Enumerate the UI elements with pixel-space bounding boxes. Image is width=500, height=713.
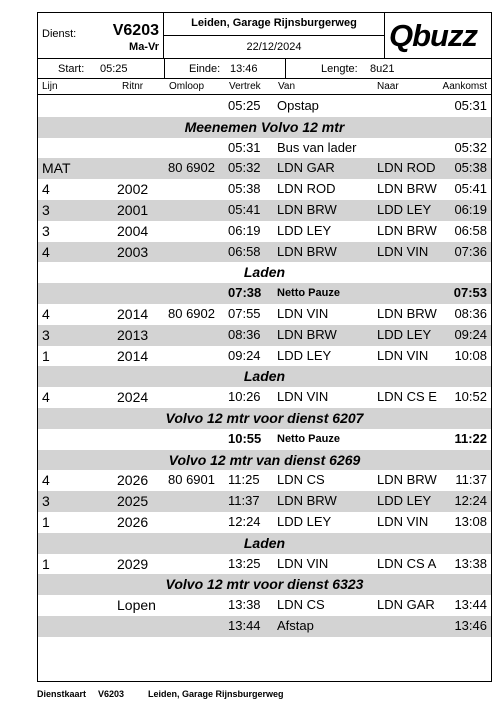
cell-omloop: 80 6902 (168, 160, 215, 176)
table-row (38, 158, 491, 179)
section-heading-row (38, 450, 491, 471)
table-row (38, 595, 491, 616)
cell-lijn: 4 (42, 181, 50, 198)
cell-vertrek: 06:58 (228, 243, 261, 259)
cell-van: Opstap (277, 98, 319, 113)
cell-van: LDN BRW (277, 493, 337, 509)
cell-van: LDN VIN (277, 389, 329, 405)
dienst-cell (38, 13, 164, 59)
table-row (38, 470, 491, 491)
garage-cell (164, 13, 385, 59)
section-heading: Meenemen Volvo 12 mtr (184, 118, 345, 135)
cell-aankomst: 07:53 (453, 285, 487, 301)
pause-row (38, 283, 491, 304)
table-row (38, 179, 491, 200)
cell-ritnr: 2002 (117, 181, 149, 198)
cell-ritnr: Lopen (117, 597, 156, 614)
section-heading: Laden (243, 368, 286, 385)
section-heading: Volvo 12 mtr voor dienst 6207 (165, 409, 364, 426)
cell-ritnr: 2001 (117, 201, 149, 218)
cell-lijn: 1 (42, 555, 50, 572)
cell-naar: LDN BRW (377, 472, 437, 488)
einde-value: 13:46 (230, 63, 258, 75)
cell-ritnr: 2026 (117, 513, 149, 530)
cell-naar: LDN GAR (377, 597, 435, 613)
cell-ritnr: 2026 (117, 472, 149, 489)
lengte-label: Lengte: (321, 63, 358, 75)
cell-lijn: 4 (42, 472, 50, 489)
cell-van: Bus van lader (277, 139, 357, 155)
cell-vertrek: 09:24 (228, 347, 261, 363)
cell-aankomst: 13:46 (454, 617, 487, 633)
cell-vertrek: 05:41 (228, 201, 261, 217)
cell-vertrek: 13:44 (228, 617, 261, 633)
col-aankomst: Aankomst (442, 81, 487, 92)
section-heading: Volvo 12 mtr van dienst 6269 (168, 451, 361, 468)
cell-aankomst: 05:41 (454, 181, 487, 197)
cell-lijn: 4 (42, 243, 50, 260)
section-heading-row (38, 574, 491, 595)
footer-dienst: V6203 (98, 689, 125, 699)
table-row (38, 491, 491, 512)
section-heading: Volvo 12 mtr voor dienst 6323 (165, 576, 364, 593)
shift-info-bar (38, 59, 491, 79)
cell-aankomst: 05:31 (454, 98, 487, 113)
start-label: Start: (58, 63, 85, 75)
cell-aankomst: 09:24 (454, 326, 487, 342)
cell-omloop: 80 6902 (168, 305, 215, 321)
cell-van: LDN CS (277, 472, 325, 488)
cell-naar: LDN BRW (377, 305, 437, 321)
footer-label: Dienstkaart (37, 689, 87, 699)
table-row (38, 138, 491, 159)
garage-name: Leiden, Garage Rijnsburgerweg (191, 17, 357, 29)
cell-aankomst: 08:36 (454, 305, 487, 321)
cell-van: LDD LEY (277, 347, 332, 363)
cell-naar: LDD LEY (377, 326, 432, 342)
cell-naar: LDN VIN (377, 513, 429, 529)
cell-van: LDN VIN (277, 305, 329, 321)
cell-lijn: 4 (42, 305, 50, 322)
schedule-rows (38, 96, 491, 637)
col-naar: Naar (377, 81, 399, 92)
qbuzz-logo: Qbuzz (389, 18, 477, 53)
table-row (38, 325, 491, 346)
cell-naar: LDN BRW (377, 181, 437, 197)
dienst-number: V6203 (112, 22, 159, 39)
cell-van: LDD LEY (277, 513, 332, 529)
cell-van: LDN VIN (277, 555, 329, 571)
cell-naar: LDN VIN (377, 243, 429, 259)
table-row (38, 221, 491, 242)
pause-row (38, 429, 491, 450)
cell-vertrek: 13:38 (228, 597, 261, 613)
column-header (38, 79, 491, 95)
cell-vertrek: 10:26 (228, 389, 261, 405)
cell-ritnr: 2003 (117, 243, 149, 260)
cell-lijn: 3 (42, 201, 50, 218)
date: 22/12/2024 (246, 41, 302, 53)
cell-van: Afstap (277, 617, 314, 633)
cell-van: LDN GAR (277, 160, 335, 176)
cell-ritnr: 2029 (117, 555, 149, 572)
cell-naar: LDD LEY (377, 201, 432, 217)
cell-aankomst: 06:58 (454, 222, 487, 238)
cell-van: LDN BRW (277, 243, 337, 259)
col-lijn: Lijn (42, 81, 58, 92)
dienst-label: Dienst: (42, 28, 77, 40)
cell-ritnr: 2025 (117, 493, 149, 510)
cell-vertrek: 12:24 (228, 513, 261, 529)
cell-naar: LDN CS E (377, 389, 437, 405)
section-heading-row (38, 533, 491, 554)
cell-vertrek: 05:25 (228, 98, 261, 113)
col-van: Van (278, 81, 296, 92)
lengte-value: 8u21 (370, 63, 395, 75)
cell-aankomst: 10:52 (454, 389, 487, 405)
cell-pause-label: Netto Pauze (277, 287, 340, 300)
table-row (38, 346, 491, 367)
cell-omloop: 80 6901 (168, 472, 215, 488)
dienst-days: Ma-Vr (129, 41, 159, 53)
section-heading: Laden (243, 264, 286, 281)
section-heading-row (38, 262, 491, 283)
cell-vertrek: 11:25 (228, 472, 260, 488)
cell-naar: LDN VIN (377, 347, 429, 363)
cell-vertrek: 08:36 (228, 326, 261, 342)
cell-lijn: 3 (42, 222, 50, 239)
section-heading-row (38, 408, 491, 429)
table-row (38, 616, 491, 637)
cell-van: LDN BRW (277, 201, 337, 217)
cell-aankomst: 06:19 (454, 201, 487, 217)
cell-naar: LDD LEY (377, 493, 432, 509)
cell-lijn: MAT (42, 160, 71, 177)
dienstkaart-sheet (37, 12, 492, 682)
cell-ritnr: 2014 (117, 305, 149, 322)
cell-aankomst: 13:38 (454, 555, 487, 571)
cell-naar: LDN CS A (377, 555, 437, 571)
col-ritnr: Ritnr (122, 81, 144, 92)
table-row (38, 200, 491, 221)
section-heading: Laden (243, 534, 286, 551)
cell-lijn: 3 (42, 493, 50, 510)
table-row (38, 554, 491, 575)
table-row (38, 304, 491, 325)
cell-aankomst: 11:22 (454, 430, 487, 446)
cell-aankomst: 12:24 (454, 493, 487, 509)
cell-vertrek: 11:37 (228, 493, 260, 509)
cell-van: LDD LEY (277, 222, 332, 238)
logo-cell (385, 13, 491, 59)
cell-vertrek: 06:19 (228, 222, 261, 238)
cell-naar: LDN BRW (377, 222, 437, 238)
cell-vertrek: 05:31 (228, 139, 261, 155)
cell-naar: LDN ROD (377, 160, 436, 176)
cell-vertrek: 13:25 (228, 555, 261, 571)
cell-aankomst: 05:38 (454, 160, 487, 176)
cell-ritnr: 2004 (117, 222, 149, 239)
table-row (38, 242, 491, 263)
cell-aankomst: 11:37 (455, 472, 487, 488)
cell-lijn: 3 (42, 326, 50, 343)
cell-aankomst: 13:44 (454, 597, 487, 613)
cell-pause-label: Netto Pauze (277, 432, 340, 445)
cell-van: LDN CS (277, 597, 325, 613)
footer-garage: Leiden, Garage Rijnsburgerweg (148, 689, 284, 699)
cell-vertrek: 05:32 (228, 160, 261, 176)
cell-van: LDN BRW (277, 326, 337, 342)
cell-ritnr: 2024 (117, 389, 149, 406)
cell-lijn: 1 (42, 347, 50, 364)
cell-vertrek: 05:38 (228, 181, 261, 197)
cell-aankomst: 05:32 (454, 139, 487, 155)
einde-label: Einde: (189, 63, 221, 75)
section-heading-row (38, 117, 491, 138)
cell-aankomst: 10:08 (454, 347, 487, 363)
col-vertrek: Vertrek (229, 81, 261, 92)
cell-aankomst: 13:08 (454, 513, 487, 529)
cell-lijn: 4 (42, 389, 50, 406)
cell-ritnr: 2013 (117, 326, 149, 343)
col-omloop: Omloop (169, 81, 205, 92)
cell-vertrek: 07:55 (228, 305, 261, 321)
section-heading-row (38, 366, 491, 387)
table-row (38, 387, 491, 408)
table-row (38, 512, 491, 533)
cell-vertrek: 10:55 (228, 430, 262, 446)
cell-aankomst: 07:36 (454, 243, 487, 259)
start-value: 05:25 (100, 63, 128, 75)
cell-ritnr: 2014 (117, 347, 149, 364)
cell-vertrek: 07:38 (228, 285, 262, 301)
cell-van: LDN ROD (277, 181, 336, 197)
header (38, 13, 491, 59)
cell-lijn: 1 (42, 513, 50, 530)
table-row (38, 96, 491, 117)
